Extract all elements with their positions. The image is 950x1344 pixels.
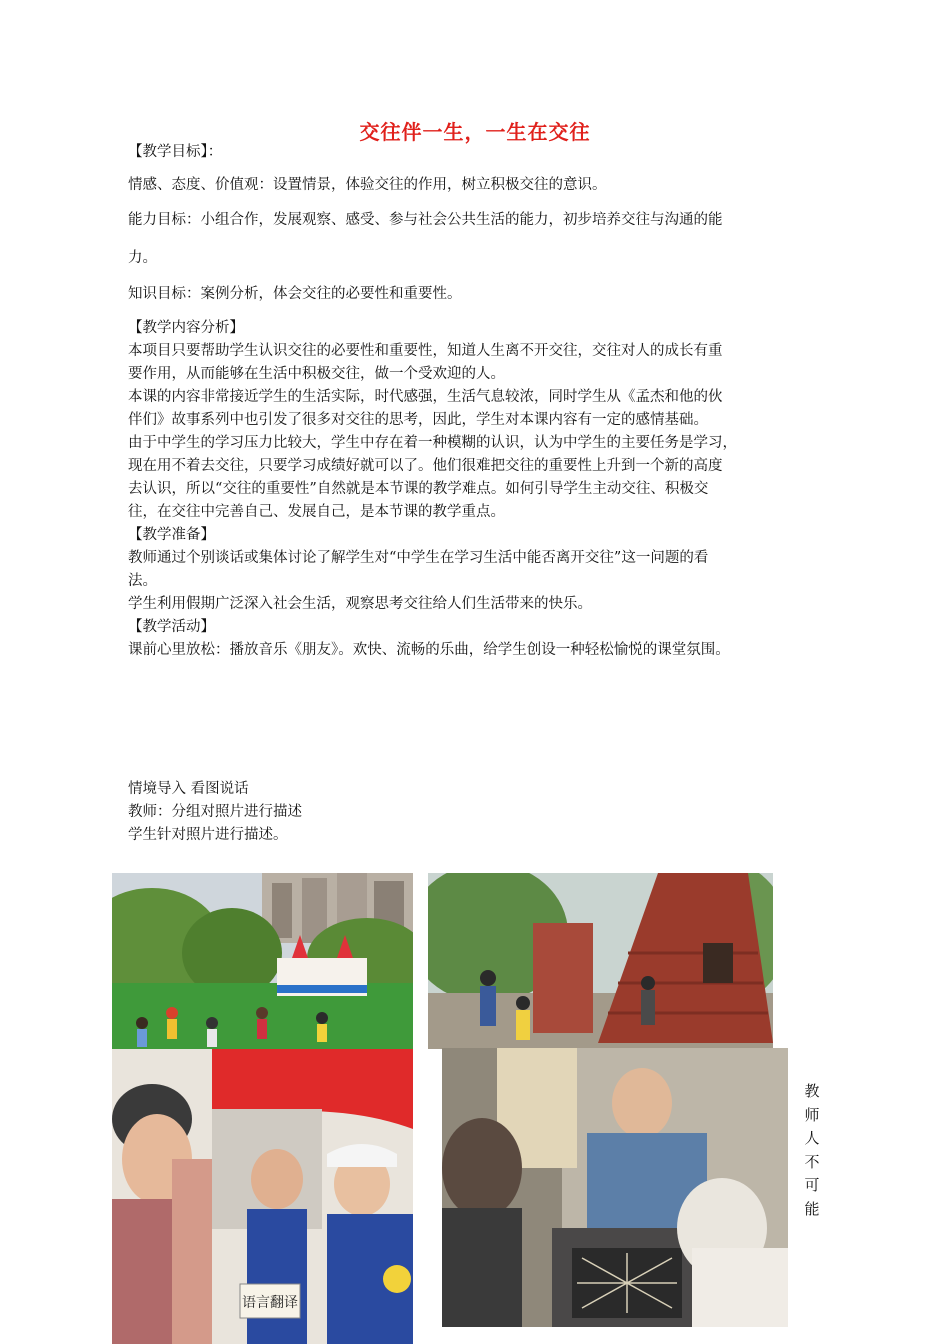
paragraph-prep-1b: 法。	[128, 573, 157, 589]
heading-teaching-goals: 【教学目标】：	[128, 144, 223, 160]
vertical-char: 人	[804, 1129, 820, 1147]
paragraph-activity-1: 课前心里放松：播放音乐《朋友》。欢快、流畅的乐曲，给学生创设一种轻松愉悦的课堂氛围。	[128, 642, 730, 658]
paragraph-emotion-goal: 情感、态度、价值观：设置情景，体验交往的作用，树立积极交往的意识。	[128, 177, 607, 193]
paragraph-analysis-3c: 去认识，所以“交往的重要性”自然就是本节课的教学难点。如何引导学生主动交往、积极交	[128, 481, 709, 497]
photo-climbing-wall	[428, 873, 773, 1049]
vertical-char: 师	[804, 1105, 820, 1124]
paragraph-analysis-2a: 本课的内容非常接近学生的生活实际，时代感强，生活气息较浓，同时学生从《孟杰和他的伙	[128, 389, 723, 405]
paragraph-students: 学生针对照片进行描述。	[128, 827, 288, 843]
paragraph-analysis-3b: 现在用不着去交往，只要学习成绩好就可以了。他们很难把交往的重要性上升到一个新的高度	[128, 458, 723, 474]
paragraph-knowledge-goal: 知识目标：案例分析，体会交往的必要性和重要性。	[128, 286, 462, 302]
vertical-char: 不	[804, 1152, 820, 1171]
paragraph-analysis-3a: 由于中学生的学习压力比较大，学生中存在着一种模糊的认识，认为中学生的主要任务是学习，	[128, 435, 737, 451]
vertical-caption	[802, 1080, 822, 1221]
paragraph-prep-2: 学生利用假期广泛深入社会生活，观察思考交往给人们生活带来的快乐。	[128, 596, 592, 612]
photo-chess-players	[442, 1048, 788, 1327]
paragraph-analysis-3d: 往，在交往中完善自己、发展自己，是本节课的教学重点。	[128, 504, 505, 520]
paragraph-teacher: 教师：分组对照片进行描述	[128, 804, 302, 820]
paragraph-ability-goal-cont: 力。	[128, 250, 157, 266]
paragraph-analysis-1b: 要作用，从而能够在生活中积极交往，做一个受欢迎的人。	[128, 366, 505, 382]
heading-content-analysis: 【教学内容分析】	[128, 320, 244, 336]
vertical-char: 能	[804, 1199, 820, 1218]
paragraph-intro: 情境导入 看图说话	[128, 781, 249, 797]
booth-sign-text: 语言翻译	[242, 1295, 298, 1311]
document-title: 交往伴一生，一生在交往	[359, 120, 591, 144]
paragraph-analysis-2b: 伴们》故事系列中也引发了很多对交往的思考，因此，学生对本课内容有一定的感情基础。	[128, 412, 708, 428]
heading-teaching-activity: 【教学活动】	[128, 619, 215, 635]
heading-teaching-prep: 【教学准备】	[128, 527, 215, 543]
paragraph-prep-1a: 教师通过个别谈话或集体讨论了解学生对“中学生在学习生活中能否离开交往”这一问题的看	[128, 550, 709, 566]
paragraph-ability-goal: 能力目标：小组合作，发展观察、感受、参与社会公共生活的能力，初步培养交往与沟通的能	[128, 212, 723, 228]
vertical-char: 教	[804, 1082, 820, 1100]
paragraph-analysis-1a: 本项目只要帮助学生认识交往的必要性和重要性，知道人生离不开交往，交往对人的成长有重	[128, 343, 723, 359]
photo-playground	[112, 873, 413, 1049]
vertical-char: 可	[804, 1176, 820, 1194]
photo-volunteer-booth	[112, 1049, 413, 1344]
